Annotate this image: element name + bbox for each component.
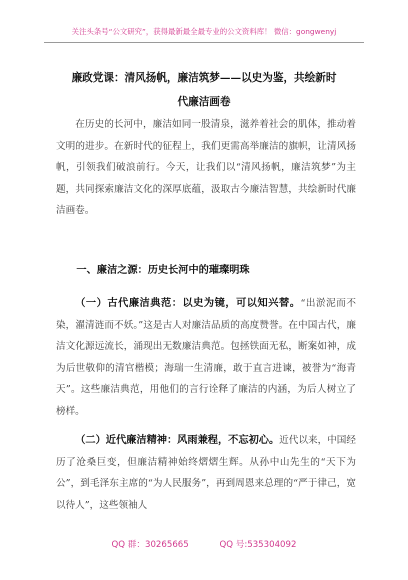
footer-qq-group: QQ 群：30265665 <box>111 540 189 550</box>
section-heading-1: 一、廉洁之源：历史长河中的璀璨明珠 <box>76 264 250 276</box>
intro-paragraph: 在历史的长河中，廉洁如同一股清泉，滋养着社会的肌体，推动着文明的进步。在新时代的征程上，我们更需高举廉洁的旗帜，让清风扬帆，引领我们破浪前行。今天，让我们以“清风扬帆，廉洁筑梦”为主题，共同探索廉洁文化的深厚底蕴，汲取古今廉洁智慧，共绘新时代廉洁画卷。 <box>56 119 356 217</box>
paragraph-ancient-models <box>56 293 356 423</box>
paragraph-body-modern: 近代以来，中国经历了沧桑巨变，但廉洁精神始终熠熠生辉。从孙中山先生的“天下为公”，到毛泽东主席的“为人民服务”，再到周恩来总理的“严于律己，宽以待人”，这些领袖人 <box>56 435 357 511</box>
title-line-2: 代廉洁画卷 <box>177 96 231 108</box>
footer-contact <box>0 538 408 550</box>
document-title <box>56 66 352 114</box>
header-promo-text: 关注头条号“公文研究”，获得最新最全最专业的公文资料库！ 微信：gongwenyj <box>71 27 337 36</box>
paragraph-lead-modern: （二）近代廉洁精神：风雨兼程，不忘初心。 <box>75 434 280 446</box>
footer-qq-number: QQ 号:535304092 <box>219 540 297 550</box>
paragraph-body-ancient: “出淤泥而不染，濯清涟而不妖。”这是古人对廉洁品质的高度赞誉。在中国古代，廉洁文化源远流长，涌现出无数廉洁典范。包拯铁面无私，断案如神，成为后世敬仰的清官楷模；海瑞一生清廉，敢于直言进谏，被誉为“海青天”。这些廉洁典范，用他们的言行诠释了廉洁的内涵，为后人树立了榜样。 <box>56 298 357 417</box>
header-divider <box>44 42 364 43</box>
paragraph-lead-ancient: （一）古代廉洁典范：以史为镜，可以知兴替。 <box>75 297 301 309</box>
paragraph-modern-spirit <box>56 430 356 516</box>
title-line-1: 廉政党课：清风扬帆，廉洁筑梦——以史为鉴，共绘新时 <box>71 72 337 84</box>
